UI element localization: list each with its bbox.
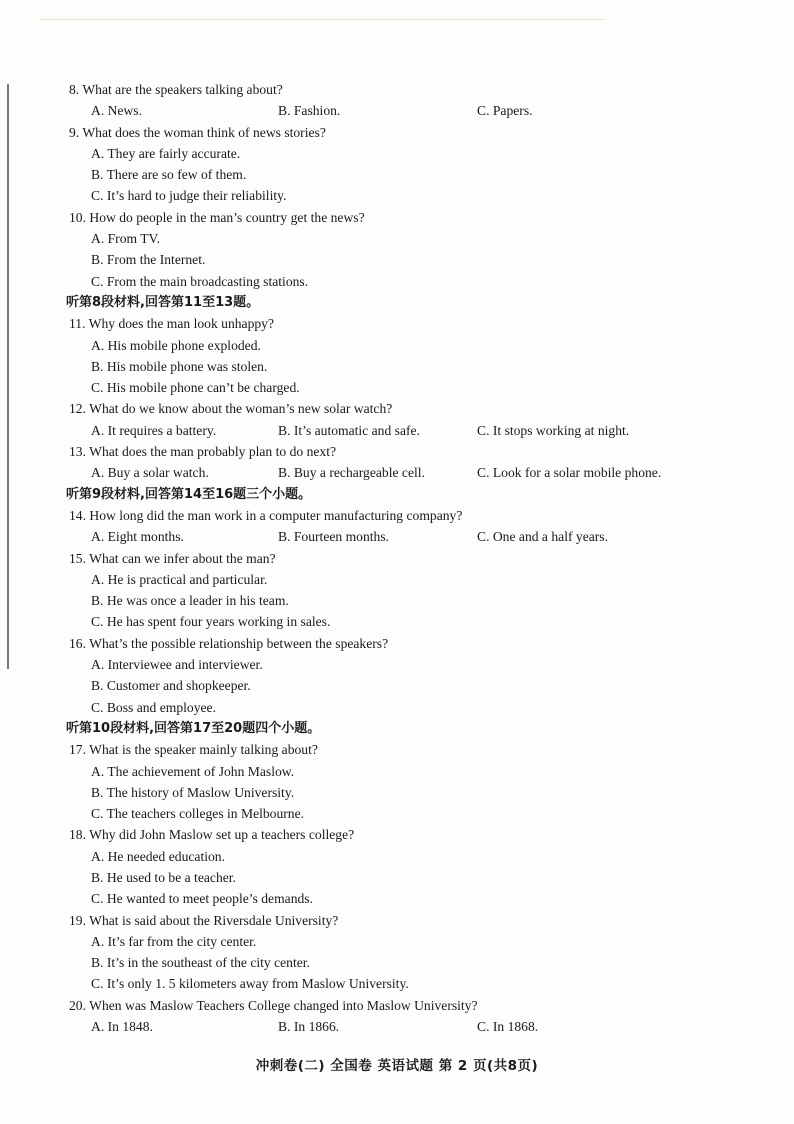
option-c: C. In 1868. [477, 1019, 539, 1035]
option-a: A. He needed education. [91, 848, 225, 864]
question-stem: 16. What’s the possible relationship between the speakers? [69, 635, 389, 651]
option-a: A. It’s far from the city center. [91, 933, 257, 949]
option-a: A. He is practical and particular. [91, 571, 268, 587]
section-heading: 听第9段材料,回答第14至16题三个小题。 [66, 486, 312, 502]
option-row [0, 526, 794, 547]
option-b: B. He used to be a teacher. [91, 869, 236, 885]
option-row [0, 420, 794, 441]
option-b: B. Fourteen months. [278, 529, 390, 545]
option-a: A. His mobile phone exploded. [91, 337, 261, 353]
question-stem: 19. What is said about the Riversdale University? [69, 912, 339, 928]
option-row [0, 462, 794, 483]
top-rule [40, 19, 605, 20]
option-a: A. From TV. [91, 231, 160, 247]
option-c: C. It’s hard to judge their reliability. [91, 188, 287, 204]
option-c: C. One and a half years. [477, 529, 608, 545]
option-a: A. Interviewee and interviewer. [91, 657, 263, 673]
option-b: B. The history of Maslow University. [91, 784, 295, 800]
option-b: B. He was once a leader in his team. [91, 593, 289, 609]
section-heading: 听第8段材料,回答第11至13题。 [66, 294, 260, 310]
option-a: A. They are fairly accurate. [91, 145, 241, 161]
option-a: A. The achievement of John Maslow. [91, 763, 295, 779]
option-c: C. From the main broadcasting stations. [91, 273, 309, 289]
question-stem: 20. When was Maslow Teachers College changed into Maslow University? [69, 997, 478, 1013]
option-b: B. Buy a rechargeable cell. [278, 465, 425, 481]
option-c: C. Papers. [477, 103, 533, 119]
option-c: C. Boss and employee. [91, 699, 216, 715]
option-row [0, 1016, 794, 1037]
option-c: C. His mobile phone can’t be charged. [91, 380, 300, 396]
option-c: C. The teachers colleges in Melbourne. [91, 806, 305, 822]
question-stem: 13. What does the man probably plan to do next? [69, 444, 337, 460]
question-stem: 11. Why does the man look unhappy? [69, 316, 275, 332]
option-a: A. It requires a battery. [91, 422, 217, 438]
option-b: B. His mobile phone was stolen. [91, 358, 268, 374]
question-stem: 8. What are the speakers talking about? [69, 82, 283, 97]
option-row [0, 100, 794, 121]
question-stem: 9. What does the woman think of news stories? [69, 124, 326, 140]
option-c: C. Look for a solar mobile phone. [477, 465, 662, 481]
option-b: B. In 1866. [278, 1019, 340, 1035]
option-a: A. In 1848. [91, 1019, 153, 1035]
option-a: A. Eight months. [91, 529, 184, 545]
question-list [0, 79, 794, 1037]
option-b: B. Customer and shopkeeper. [91, 678, 251, 694]
option-c: C. It’s only 1. 5 kilometers away from Maslow University. [91, 976, 409, 992]
option-b: B. It’s automatic and safe. [278, 422, 420, 438]
question-stem: 15. What can we infer about the man? [69, 550, 276, 566]
option-b: B. It’s in the southeast of the city center. [91, 955, 310, 971]
option-b: B. There are so few of them. [91, 167, 247, 183]
option-a: A. News. [91, 103, 142, 119]
option-c: C. He wanted to meet people’s demands. [91, 891, 313, 907]
question-stem: 14. How long did the man work in a computer manufacturing company? [69, 507, 463, 523]
option-a: A. Buy a solar watch. [91, 465, 209, 481]
section-heading: 听第10段材料,回答第17至20题四个小题。 [66, 720, 321, 736]
option-c: C. He has spent four years working in sales. [91, 614, 331, 630]
question-stem: 12. What do we know about the woman’s new solar watch? [69, 401, 393, 417]
option-b: B. Fashion. [278, 103, 341, 119]
question-stem: 18. Why did John Maslow set up a teachers college? [69, 827, 355, 843]
option-c: C. It stops working at night. [477, 422, 630, 438]
question-stem: 17. What is the speaker mainly talking about? [69, 742, 318, 758]
page-footer: 冲刺卷(二) 全国卷 英语试题 第 2 页(共8页) [255, 1058, 539, 1074]
option-b: B. From the Internet. [91, 252, 206, 268]
question-stem: 10. How do people in the man’s country get the news? [69, 209, 365, 225]
